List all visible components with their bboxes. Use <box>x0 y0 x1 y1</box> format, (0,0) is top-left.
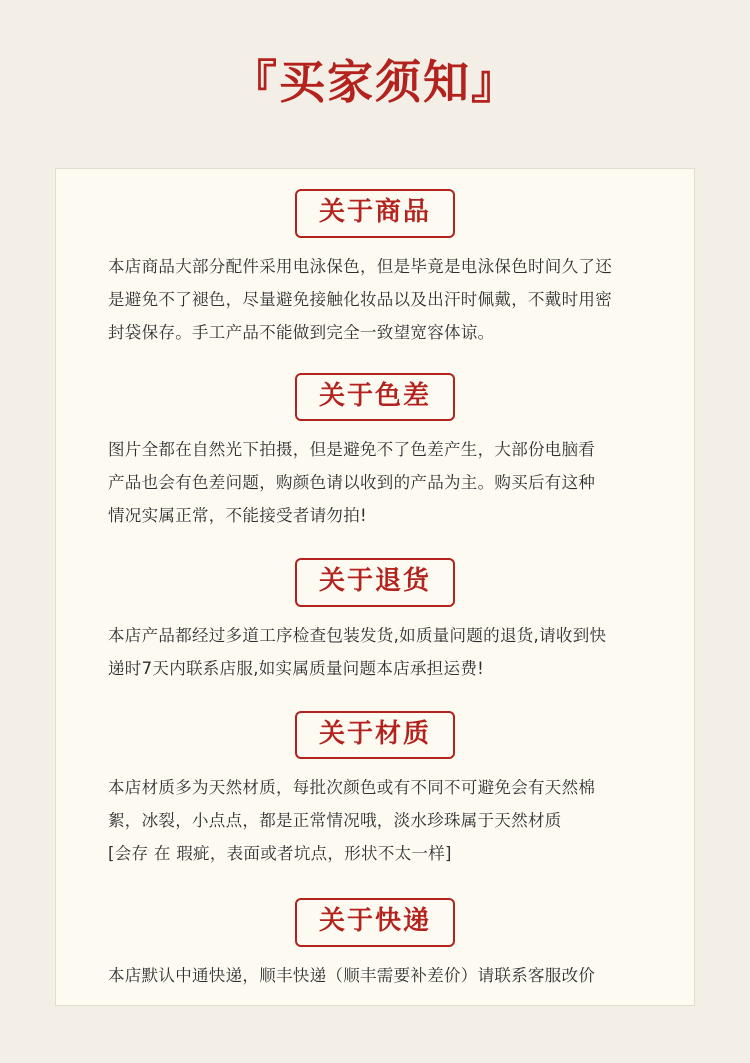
body-line: [会存 在 瑕疵，表面或者坑点，形状不太一样] <box>108 844 452 864</box>
body-line: 本店默认中通快递，顺丰快递（顺丰需要补差价）请联系客服改价 <box>108 965 596 985</box>
section-about-material <box>56 711 694 871</box>
section-body-color-difference <box>56 433 694 532</box>
badge-wrap-returns <box>56 558 694 607</box>
badge-wrap-material <box>56 711 694 760</box>
section-badge-shipping: 关于快递 <box>295 898 455 947</box>
notice-panel <box>55 168 695 1006</box>
section-body-material <box>56 771 694 870</box>
section-about-product <box>56 189 694 349</box>
body-line: 本店产品都经过多道工序检查包装发货,如质量问题的退货,请收到快 <box>108 625 607 645</box>
section-badge-product: 关于商品 <box>295 189 455 238</box>
section-body-shipping <box>56 959 694 992</box>
body-line: 本店商品大部分配件采用电泳保色，但是毕竟是电泳保色时间久了还 <box>108 256 612 276</box>
body-line: 是避免不了褪色，尽量避免接触化妆品以及出汗时佩戴，不戴时用密 <box>108 289 612 309</box>
badge-wrap-color-difference <box>56 373 694 422</box>
section-about-returns <box>56 558 694 685</box>
section-body-returns <box>56 619 694 685</box>
section-about-color-difference <box>56 373 694 533</box>
badge-wrap-product <box>56 189 694 238</box>
body-line: 絮，冰裂，小点点，都是正常情况哦，淡水珍珠属于天然材质 <box>108 811 562 831</box>
section-badge-material: 关于材质 <box>295 711 455 760</box>
section-badge-returns: 关于退货 <box>295 558 455 607</box>
page-title: 『买家须知』 <box>231 55 519 109</box>
section-badge-color-difference: 关于色差 <box>295 373 455 422</box>
section-about-shipping <box>56 898 694 992</box>
body-line: 图片全都在自然光下拍摄，但是避免不了色差产生，大部份电脑看 <box>108 440 596 460</box>
section-body-product <box>56 250 694 349</box>
body-line: 情况实属正常，不能接受者请勿拍! <box>108 506 367 526</box>
body-line: 本店材质多为天然材质，每批次颜色或有不同不可避免会有天然棉 <box>108 778 596 798</box>
body-line: 产品也会有色差问题，购颜色请以收到的产品为主。购买后有这种 <box>108 473 596 493</box>
body-line: 封袋保存。手工产品不能做到完全一致望宽容体谅。 <box>108 322 495 342</box>
body-line: 递时7天内联系店服,如实属质量问题本店承担运费! <box>108 658 485 678</box>
badge-wrap-shipping <box>56 898 694 947</box>
